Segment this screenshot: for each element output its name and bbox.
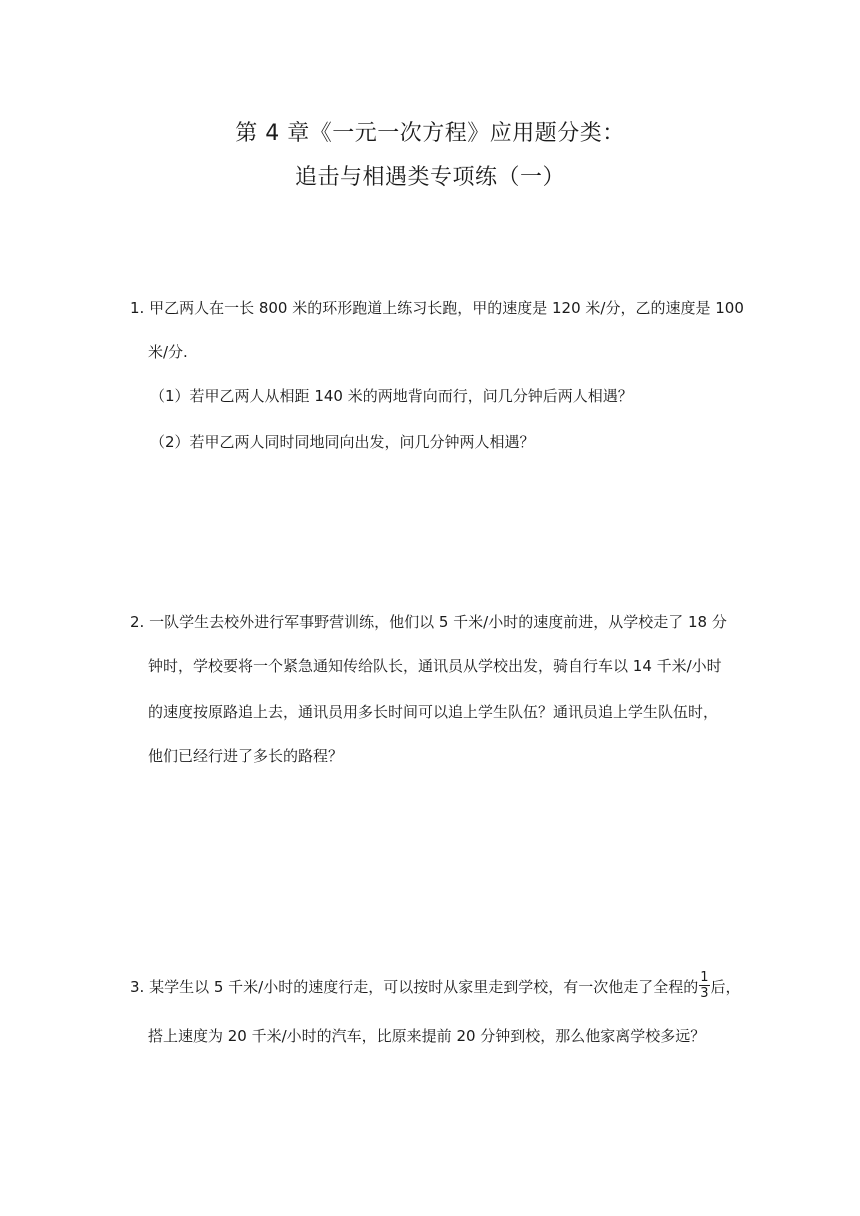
problem-2-line-3: 的速度按原路追上去，通讯员用多长时间可以追上学生队伍？通讯员追上学生队伍时， — [148, 703, 719, 721]
fraction-numerator: 1 — [700, 970, 709, 985]
title-line-2: 追击与相遇类专项练（一） — [294, 165, 565, 190]
problem-1-line-2: 米/分. — [148, 343, 188, 361]
problem-1-line-1: 1. 甲乙两人在一长 800 米的环形跑道上练习长跑，甲的速度是 120 米/分，乙的速度是 100 — [130, 299, 744, 317]
problem-3-line-1 — [130, 970, 741, 1002]
problem-1-sub-1: （1）若甲乙两人从相距 140 米的两地背向而行，问几分钟后两人相遇？ — [150, 387, 633, 405]
fraction-denominator: 3 — [700, 986, 709, 1001]
problem-2-line-4: 他们已经行进了多长的路程？ — [148, 747, 344, 765]
problem-2-line-1: 2. 一队学生去校外进行军事野营训练，他们以 5 千米/小时的速度前进，从学校走了 18 分 — [130, 613, 727, 631]
problem-1-sub-2: （2）若甲乙两人同时同地同向出发，问几分钟两人相遇？ — [150, 433, 535, 451]
problem-3-text-after: 后， — [710, 978, 741, 996]
problem-2-line-2: 钟时，学校要将一个紧急通知传给队长，通讯员从学校出发，骑自行车以 14 千米/小时 — [148, 657, 722, 675]
problem-3-text-before: 3. 某学生以 5 千米/小时的速度行走，可以按时从家里走到学校，有一次他走了全程的 — [130, 978, 699, 996]
fraction-one-third — [699, 971, 709, 1000]
problem-3-line-2: 搭上速度为 20 千米/小时的汽车，比原来提前 20 分钟到校，那么他家离学校多远？ — [148, 1027, 706, 1045]
title-line-1: 第 4 章《一元一次方程》应用题分类： — [235, 121, 625, 146]
